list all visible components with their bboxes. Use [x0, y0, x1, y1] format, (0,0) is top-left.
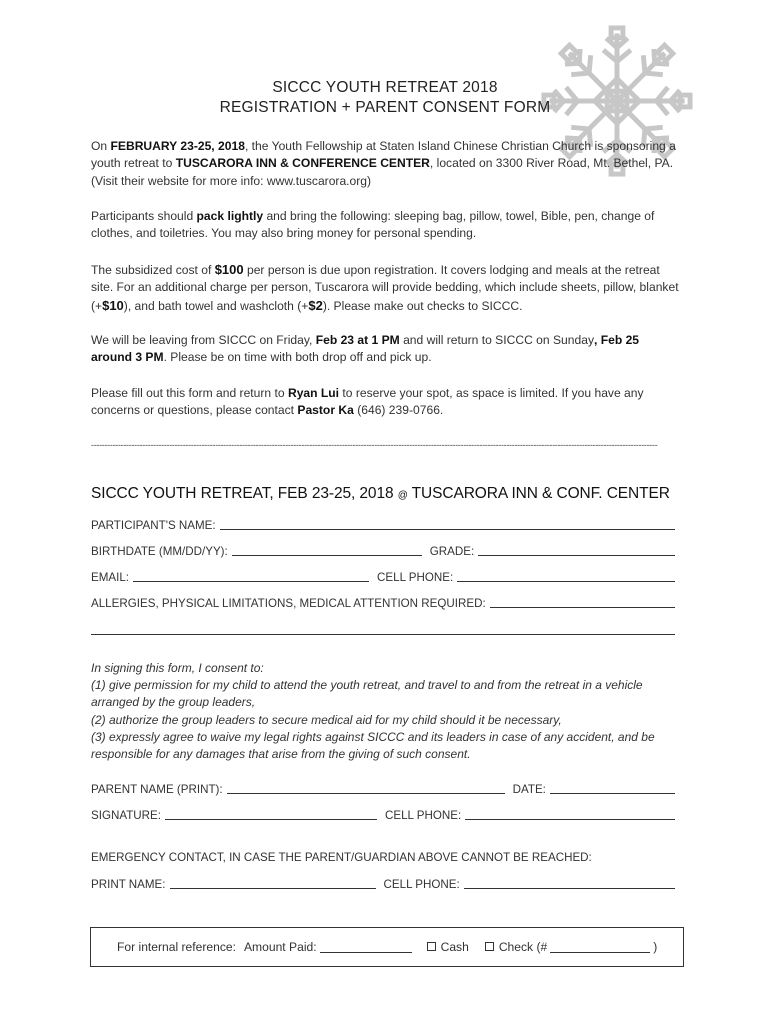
intro-paragraph-dates: On FEBRUARY 23-25, 2018, the Youth Fellowship at Staten Island Chinese Christian Church is sponsoring a youth retreat to TUSCARORA INN & CONFERENCE CENTER, located on 3300 River Road, Mt. Bethel, PA. (Visit their website for more info: www.tuscarora.org): [91, 139, 676, 188]
cut-line-divider: ------------------------------------------------------------------------------------------------------------------------------------------------------------------------------------------------------------------: [91, 440, 658, 450]
allergies-row: [91, 595, 679, 610]
consent-item-3: (3) expressly agree to waive my legal rights against SICCC and its leaders in case of any accident, and be responsible for any damages that arise from the giving of such consent.: [91, 729, 655, 762]
intro-paragraph-cost: The subsidized cost of $100 per person is due upon registration. It covers lodging and meals at the retreat site. For an additional charge per person, Tuscarora will provide bedding, which include sheets, pillow, blanket (+$10), and bath towel and washcloth (+$2). Please make out checks to SICCC.: [91, 262, 679, 313]
birthdate-grade-row: [91, 543, 679, 558]
signature-label: SIGNATURE:: [91, 809, 161, 822]
parent-name-label: PARENT NAME (PRINT):: [91, 783, 223, 796]
parent-cell-phone-field[interactable]: [465, 807, 675, 820]
participant-cell-phone-label: CELL PHONE:: [377, 571, 454, 584]
allergies-continuation-row: [91, 622, 679, 637]
allergies-field-continued[interactable]: [91, 622, 675, 635]
consent-intro: In signing this form, I consent to:: [91, 661, 264, 675]
internal-reference-label: For internal reference:: [117, 940, 236, 954]
internal-reference-row: [117, 940, 657, 954]
intro-paragraph-packing: Participants should pack lightly and bring the following: sleeping bag, pillow, towel, Bible, pen, change of clothes, and toiletries. You may also bring money for personal spending.: [91, 209, 655, 241]
grade-field[interactable]: [478, 543, 675, 556]
consent-item-1: (1) give permission for my child to attend the youth retreat, and travel to and from the retreat in a vehicle arranged by the group leaders,: [91, 678, 643, 710]
participant-name-row: [91, 517, 679, 532]
check-checkbox[interactable]: [485, 942, 494, 951]
emergency-cell-phone-label: CELL PHONE:: [383, 878, 460, 891]
check-number-field[interactable]: [550, 940, 650, 953]
check-label: Check (#: [498, 940, 548, 954]
emergency-print-name-field[interactable]: [170, 876, 376, 889]
parent-name-date-row: [91, 781, 679, 796]
internal-reference-box: [90, 927, 684, 967]
amount-paid-label: Amount Paid:: [243, 940, 317, 954]
cash-checkbox[interactable]: [427, 942, 436, 951]
email-label: EMAIL:: [91, 571, 130, 584]
grade-label: GRADE:: [429, 545, 475, 558]
signature-field[interactable]: [165, 807, 377, 820]
emergency-cell-phone-field[interactable]: [464, 876, 675, 889]
registration-form-heading: SICCC YOUTH RETREAT, FEB 23-25, 2018 @ TUSCARORA INN & CONF. CENTER: [91, 485, 670, 502]
form-title-line-1: SICCC YOUTH RETREAT 2018: [272, 79, 498, 96]
emergency-contact-row: [91, 876, 679, 891]
birthdate-field[interactable]: [232, 543, 422, 556]
emergency-print-name-label: PRINT NAME:: [91, 878, 166, 891]
email-phone-row: [91, 569, 679, 584]
email-field[interactable]: [133, 569, 369, 582]
participant-cell-phone-field[interactable]: [457, 569, 675, 582]
participant-name-field[interactable]: [220, 517, 675, 530]
amount-paid-field[interactable]: [320, 940, 412, 953]
cash-label: Cash: [440, 940, 469, 954]
consent-statement: [91, 660, 683, 763]
signature-phone-row: [91, 807, 679, 822]
consent-item-2: (2) authorize the group leaders to secure medical aid for my child should it be necessary,: [91, 712, 562, 727]
emergency-contact-label: EMERGENCY CONTACT, IN CASE THE PARENT/GUARDIAN ABOVE CANNOT BE REACHED:: [91, 851, 592, 864]
parent-cell-phone-label: CELL PHONE:: [385, 809, 462, 822]
date-label: DATE:: [512, 783, 546, 796]
allergies-field[interactable]: [490, 595, 675, 608]
participant-name-label: PARTICIPANT'S NAME:: [91, 519, 216, 532]
intro-paragraph-contact: Please fill out this form and return to Ryan Lui to reserve your spot, as space is limited. If you have any concerns or questions, please contact Pastor Ka (646) 239-0766.: [91, 386, 644, 418]
birthdate-label: BIRTHDATE (MM/DD/YY):: [91, 545, 228, 558]
parent-name-field[interactable]: [227, 781, 505, 794]
date-field[interactable]: [550, 781, 675, 794]
intro-paragraph-schedule: We will be leaving from SICCC on Friday, Feb 23 at 1 PM and will return to SICCC on Sunday, Feb 25 around 3 PM. Please be on time with both drop off and pick up.: [91, 333, 640, 365]
allergies-label: ALLERGIES, PHYSICAL LIMITATIONS, MEDICAL ATTENTION REQUIRED:: [91, 597, 486, 610]
check-close-paren: ): [653, 940, 658, 954]
form-title-line-2: REGISTRATION + PARENT CONSENT FORM: [219, 99, 551, 116]
